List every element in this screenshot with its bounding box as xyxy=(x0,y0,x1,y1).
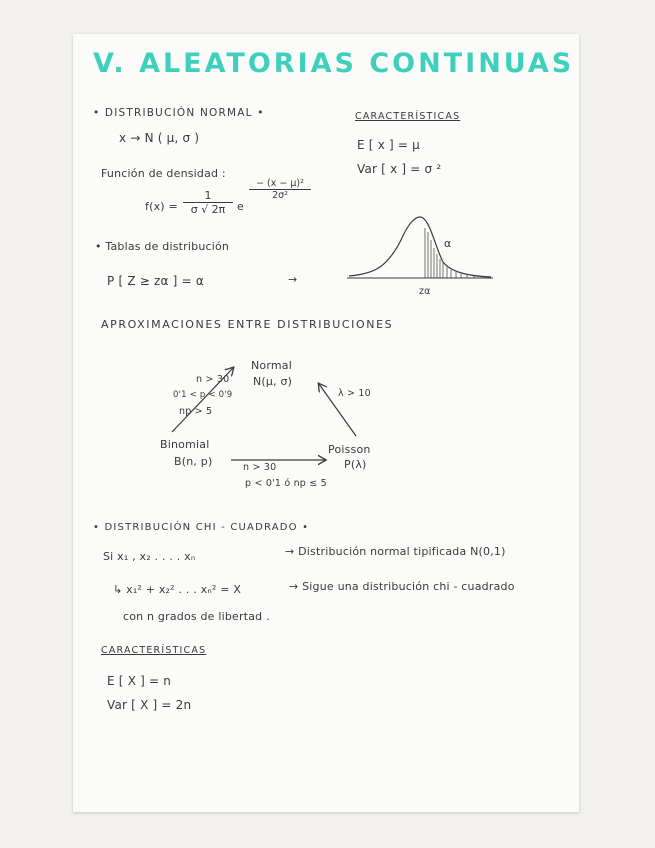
cond-bin-poisson-1: n > 30 xyxy=(243,462,277,473)
exponent-denominator: 2σ² xyxy=(272,190,288,201)
formula-e: e xyxy=(237,200,244,213)
fraction-numerator: 1 xyxy=(183,189,233,203)
cond-bin-normal-2: 0'1 < p < 0'9 xyxy=(173,390,233,400)
approx-heading: APROXIMACIONES ENTRE DISTRIBUCIONES xyxy=(101,318,394,331)
cond-bin-poisson-2: p < 0'1 ó np ≤ 5 xyxy=(245,478,327,489)
chi-line3: con n grados de libertad . xyxy=(123,610,270,623)
normal-mean: E [ x ] = μ xyxy=(357,138,421,152)
notebook-page xyxy=(73,34,579,812)
chi-line2-left: ↳ x₁² + x₂² . . . xₙ² = X xyxy=(113,583,242,596)
normal-node-label: Normal xyxy=(251,359,292,372)
exponent-numerator: − (x − μ)² xyxy=(249,178,311,190)
graph-z-label: zα xyxy=(419,286,431,297)
graph-alpha-label: α xyxy=(444,237,452,250)
binomial-node-label: Binomial xyxy=(160,438,210,451)
fraction-denominator: σ √ 2π xyxy=(190,203,226,216)
normal-heading: • DISTRIBUCIÓN NORMAL • xyxy=(93,107,265,119)
arrow-to-graph: → xyxy=(288,273,298,286)
tables-label: • Tablas de distribución xyxy=(95,240,230,253)
chi-heading: • DISTRIBUCIÓN CHI - CUADRADO • xyxy=(93,522,310,533)
normal-notation: x → N ( μ, σ ) xyxy=(119,131,200,145)
chi-variance: Var [ X ] = 2n xyxy=(107,698,192,712)
cond-bin-normal-3: np > 5 xyxy=(179,406,213,417)
cond-poisson-normal: λ > 10 xyxy=(338,388,371,399)
probability-statement: P [ Z ≥ zα ] = α xyxy=(107,274,204,288)
cond-bin-normal-1: n > 30 xyxy=(196,374,230,385)
normal-node-params: N(μ, σ) xyxy=(253,375,293,388)
characteristics-chi-heading: CARACTERÍSTICAS xyxy=(101,645,207,656)
characteristics-normal-heading: CARACTERÍSTICAS xyxy=(355,111,461,122)
chi-line1-right: → Distribución normal tipificada N(0,1) xyxy=(285,545,506,558)
poisson-node-params: P(λ) xyxy=(344,458,367,471)
density-label: Función de densidad : xyxy=(101,167,226,180)
chi-mean: E [ X ] = n xyxy=(107,674,172,688)
chi-line2-right: → Sigue una distribución chi - cuadrado xyxy=(289,580,515,593)
approx-arrows xyxy=(73,34,579,812)
chi-line1-left: Si x₁ , x₂ . . . . xₙ xyxy=(103,550,196,563)
normal-variance: Var [ x ] = σ ² xyxy=(357,162,442,176)
poisson-node-label: Poisson xyxy=(328,443,371,456)
binomial-node-params: B(n, p) xyxy=(174,455,213,468)
page-title: V. ALEATORIAS CONTINUAS xyxy=(93,48,575,79)
formula-lhs: f(x) = xyxy=(145,200,178,213)
